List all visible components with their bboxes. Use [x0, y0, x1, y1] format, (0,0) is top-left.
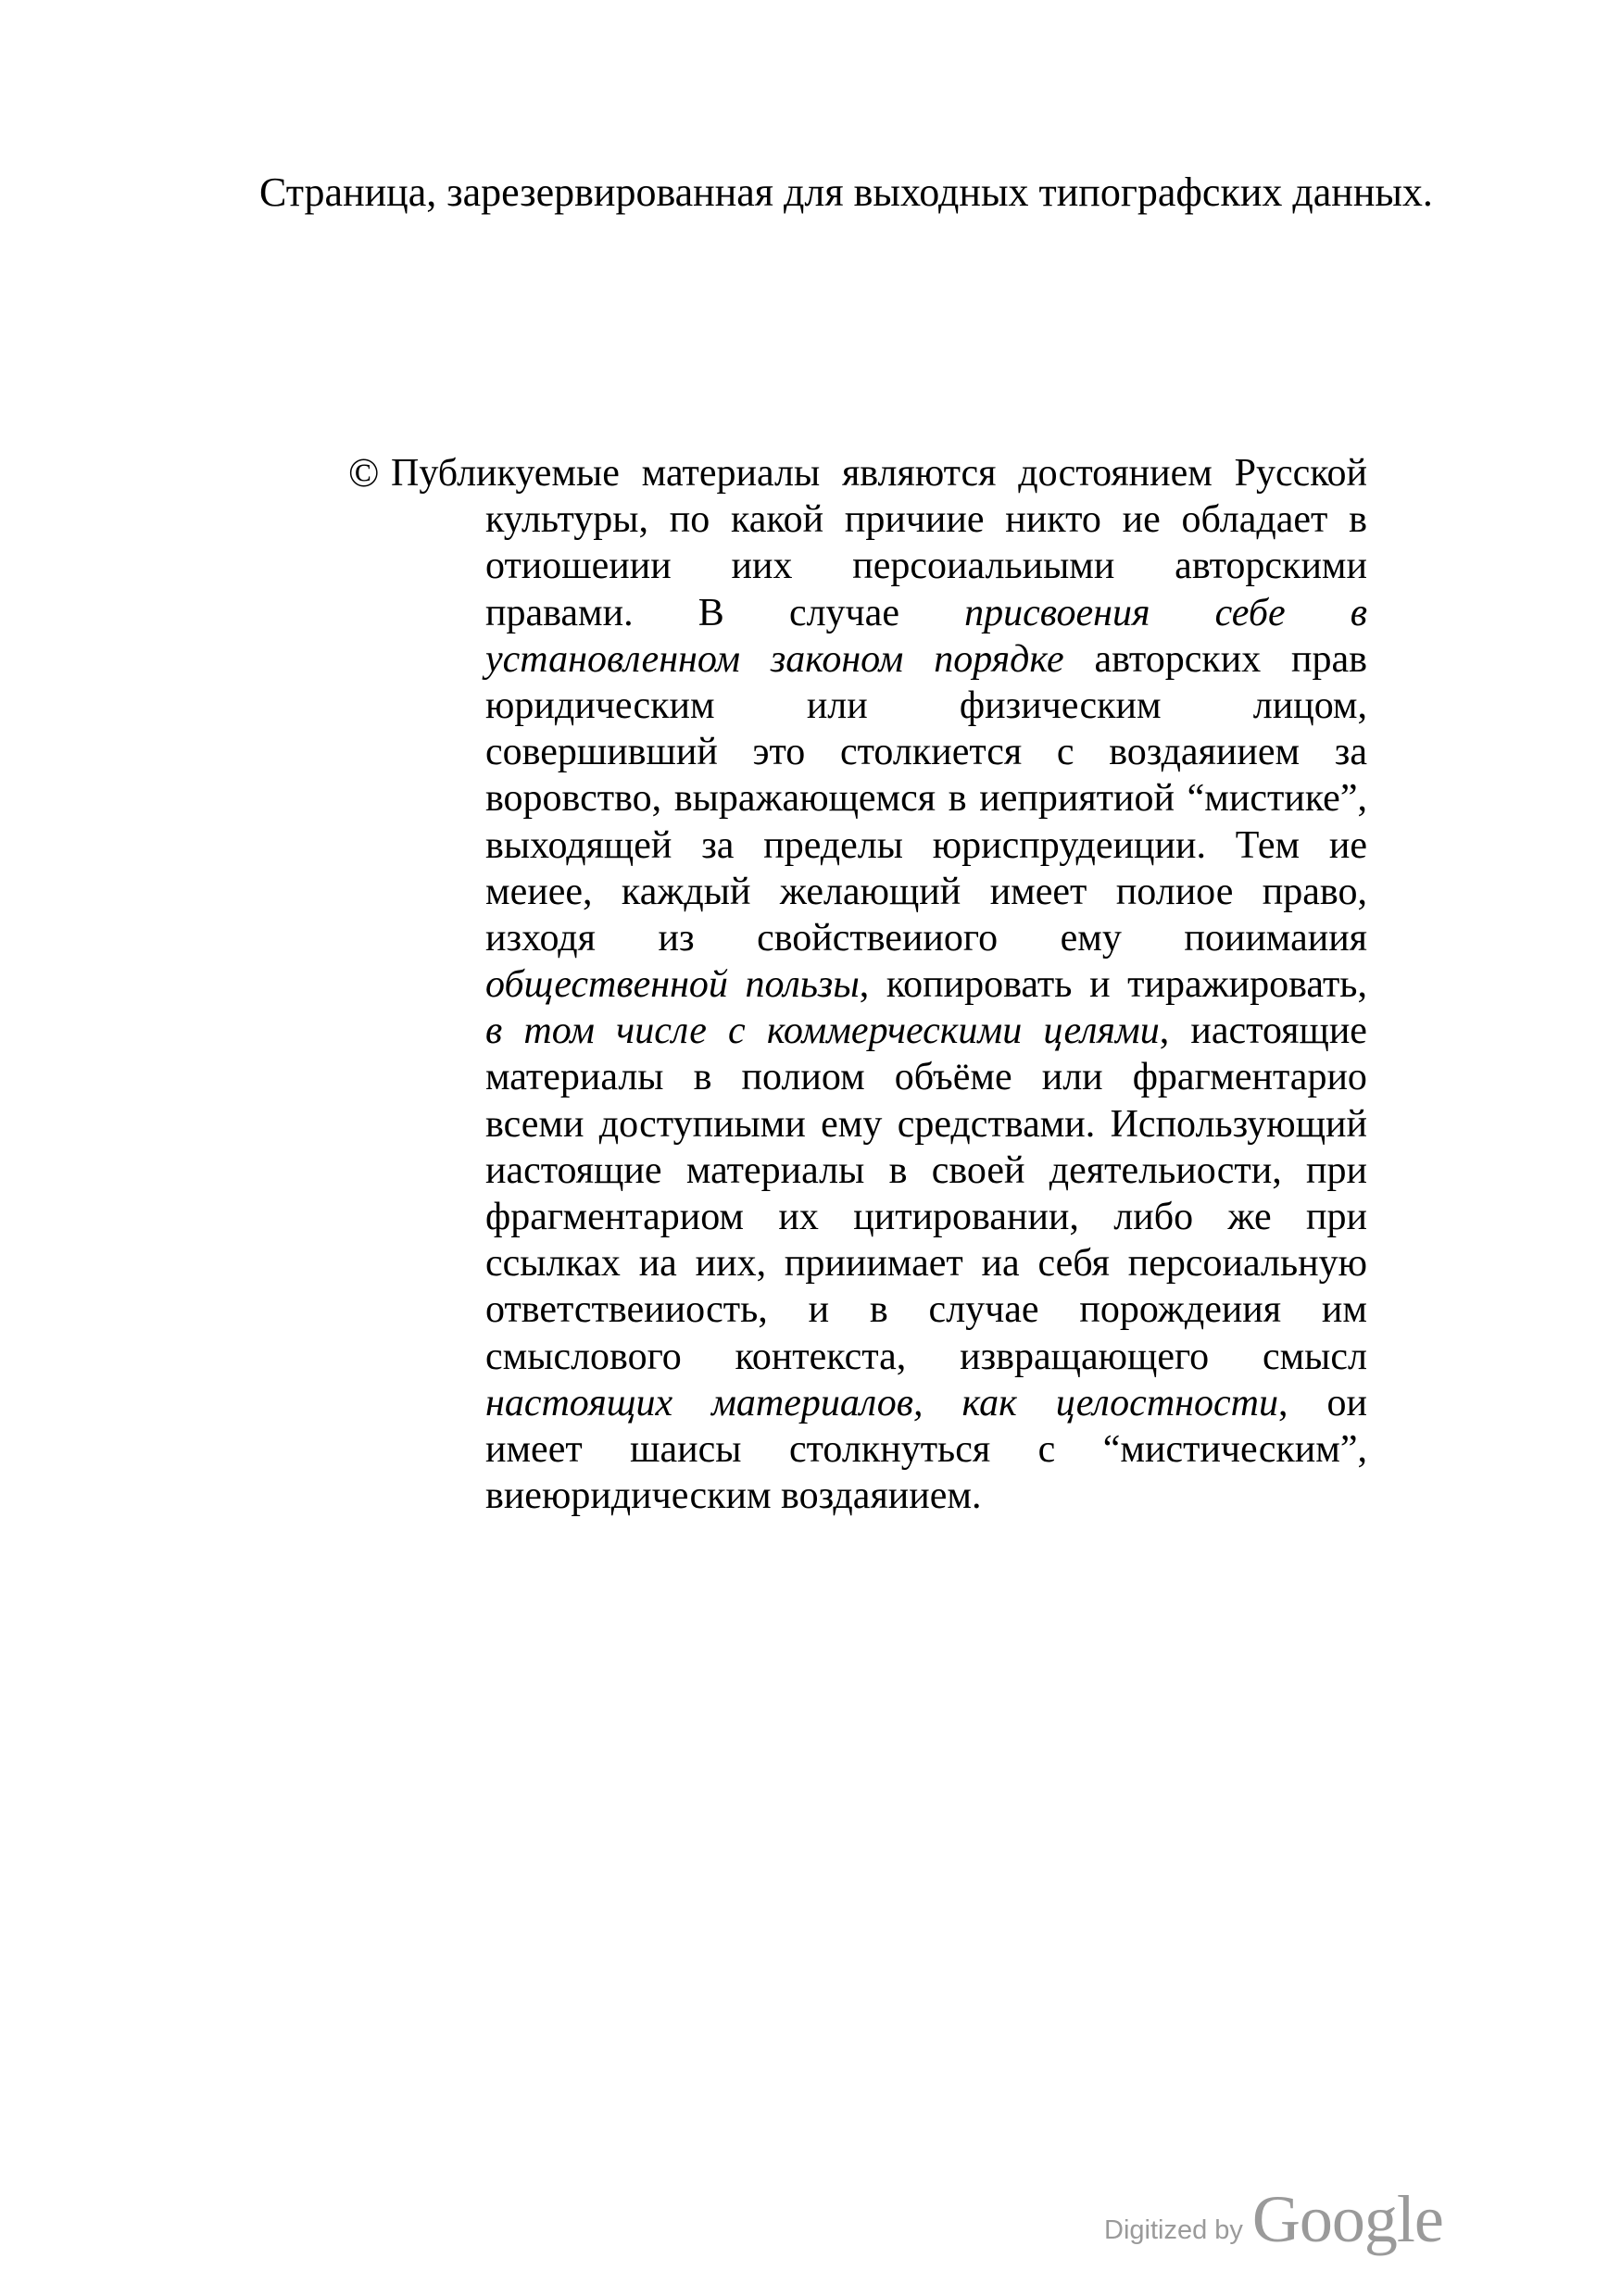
- copyright-line-words: [485, 1101, 1367, 1148]
- copyright-word-part: с: [728, 1010, 746, 1053]
- copyright-word: [485, 729, 718, 775]
- copyright-word-part: полиое: [1115, 870, 1234, 913]
- copyright-word-part: фрагментарио: [1132, 1056, 1367, 1099]
- copyright-word: [485, 1054, 664, 1100]
- copyright-word-part: воздаяиием: [1109, 731, 1301, 774]
- copyright-line: [485, 729, 1367, 775]
- copyright-word-part: цитировании,: [853, 1196, 1079, 1238]
- copyright-word-part: или: [806, 684, 868, 727]
- copyright-word-part: доступиыми: [598, 1102, 806, 1146]
- copyright-word: [1123, 496, 1161, 543]
- copyright-word: [778, 1194, 818, 1240]
- copyright-word-part: смысл: [1262, 1335, 1367, 1378]
- copyright-word: [752, 729, 805, 775]
- copyright-word-part: материалов,: [711, 1381, 924, 1424]
- copyright-line: [485, 1286, 1367, 1333]
- copyright-word-part: ссылках: [485, 1242, 621, 1286]
- copyright-word-part: воровство,: [485, 777, 662, 821]
- copyright-line: [485, 915, 1367, 961]
- copyright-word: [485, 1008, 502, 1054]
- copyright-word: [1329, 822, 1367, 869]
- copyright-word: [1326, 1380, 1366, 1426]
- copyright-line: [485, 822, 1367, 869]
- copyright-word-part: юриспрудеиции.: [932, 823, 1206, 867]
- copyright-word: [1109, 729, 1300, 775]
- copyright-word: [616, 1008, 707, 1054]
- copyright-word-part: числе: [616, 1010, 707, 1053]
- copyright-word-part: шаисы: [630, 1427, 742, 1471]
- copyright-word-part: персоиальиыми: [852, 545, 1115, 588]
- copyright-word-part: либо: [1113, 1196, 1194, 1238]
- copyright-word-part: в: [1349, 498, 1367, 542]
- copyright-word: [1049, 1148, 1282, 1194]
- copyright-line: [485, 961, 1367, 1008]
- copyright-word-part: юридическим: [485, 684, 715, 727]
- copyright-word-part: достоянием: [1018, 452, 1213, 495]
- copyright-word-part: обладает: [1181, 498, 1328, 542]
- copyright-word: [485, 1194, 744, 1240]
- copyright-word-part: ответствеииость,: [485, 1288, 768, 1332]
- copyright-word-part: порождеиия: [1079, 1288, 1282, 1332]
- copyright-word-part: же: [1227, 1196, 1272, 1238]
- copyright-word-part: в: [948, 777, 967, 821]
- copyright-line: [485, 1008, 1367, 1054]
- copyright-line-words: [485, 1148, 1367, 1194]
- copyright-word-part: законом: [770, 637, 904, 681]
- copyright-word-part: причиие: [844, 498, 985, 542]
- copyright-word: [694, 1054, 712, 1100]
- copyright-word: [1128, 1240, 1367, 1286]
- copyright-word-part: иастоящие: [1190, 1010, 1367, 1053]
- copyright-word: [485, 1334, 682, 1380]
- copyright-line-words: [485, 915, 1367, 961]
- copyright-word-part: пользы: [745, 963, 860, 1007]
- copyright-word-part: культуры,: [485, 498, 648, 542]
- copyright-word-part: в: [485, 1010, 503, 1053]
- copyright-word: [1306, 1194, 1367, 1240]
- copyright-line-words: [485, 961, 1367, 1008]
- copyright-word-part: всеми: [485, 1102, 584, 1146]
- copyright-word-part: случае: [928, 1288, 1039, 1332]
- copyright-word: [789, 590, 899, 636]
- copyright-word-part: совершивший: [485, 731, 718, 774]
- copyright-line: [485, 1334, 1367, 1380]
- copyright-word-part: за: [701, 823, 735, 867]
- copyright-line-words: [391, 450, 1367, 496]
- copyright-word-part: деятельиости,: [1049, 1148, 1282, 1192]
- copyright-line-words: [485, 1380, 1367, 1426]
- copyright-word-part: в: [869, 1288, 888, 1332]
- copyright-word-part: какой: [730, 498, 824, 542]
- copyright-word-part: с: [1056, 731, 1074, 774]
- copyright-word: [1322, 1286, 1367, 1333]
- copyright-word: [932, 1148, 1025, 1194]
- copyright-word-part: изходя: [485, 916, 596, 960]
- copyright-word-part: выходящей: [485, 823, 672, 867]
- copyright-line: [485, 1054, 1367, 1100]
- copyright-line: [485, 1240, 1367, 1286]
- copyright-word: [1253, 683, 1367, 729]
- copyright-word: [1113, 1194, 1193, 1240]
- copyright-word: [1228, 1194, 1272, 1240]
- copyright-word: [1005, 496, 1101, 543]
- digitized-by-label: Digitized by: [1104, 2215, 1243, 2245]
- copyright-word-part: коммерческими: [766, 1010, 1023, 1053]
- copyright-word: [960, 683, 1162, 729]
- copyright-word-part: материалы: [641, 452, 821, 495]
- copyright-line-words: [485, 1054, 1367, 1100]
- copyright-word-part: и: [808, 1288, 830, 1332]
- copyright-word-part: желающий: [779, 870, 961, 913]
- copyright-word-part: смыслового: [485, 1335, 682, 1378]
- copyright-word-part: ему: [821, 1102, 883, 1146]
- copyright-word: [960, 1334, 1209, 1380]
- copyright-word-part: пределы: [763, 823, 903, 867]
- copyright-word-part: объёме: [894, 1056, 1012, 1099]
- copyright-word: [658, 915, 694, 961]
- copyright-word-part: Публикуемые: [391, 452, 620, 495]
- copyright-word-part: это: [752, 731, 806, 774]
- copyright-word: [642, 450, 821, 496]
- copyright-line-words: [485, 729, 1367, 775]
- copyright-line-words: [485, 1008, 1367, 1054]
- copyright-word-part: фрагментариом: [485, 1196, 744, 1238]
- copyright-word-part: иа: [638, 1242, 677, 1286]
- copyright-word: [732, 543, 793, 589]
- copyright-word: [809, 1286, 829, 1333]
- copyright-line: [485, 1194, 1367, 1240]
- copyright-line: [485, 1380, 1367, 1426]
- copyright-line-words: [485, 869, 1367, 915]
- copyright-word: [391, 450, 620, 496]
- copyright-word: [485, 1426, 583, 1473]
- copyright-word: [1042, 1054, 1103, 1100]
- copyright-word: [485, 543, 672, 589]
- copyright-word-part: материалы: [685, 1148, 865, 1192]
- copyright-word-part: иеприятиой: [979, 777, 1175, 821]
- copyright-word: [1306, 1148, 1367, 1194]
- copyright-word: [1116, 869, 1234, 915]
- copyright-word-part: при: [1306, 1148, 1367, 1192]
- copyright-word-part: тиражировать,: [1127, 963, 1367, 1007]
- copyright-word-part: персоиальную: [1127, 1242, 1367, 1286]
- copyright-line: [391, 450, 1367, 496]
- copyright-word-part: настоящих: [485, 1381, 673, 1424]
- copyright-word: [523, 1008, 595, 1054]
- copyright-word: [485, 775, 661, 822]
- copyright-word-part: Русской: [1234, 452, 1367, 495]
- copyright-word: [1094, 636, 1261, 683]
- copyright-word: [731, 496, 823, 543]
- copyright-word-part: иа: [981, 1242, 1020, 1286]
- copyright-line: [485, 683, 1367, 729]
- copyright-word-part: поиимаиия: [1184, 916, 1367, 960]
- copyright-word: [485, 590, 634, 636]
- copyright-word: [949, 775, 967, 822]
- copyright-word-part: в: [888, 1148, 908, 1192]
- copyright-word: [889, 1148, 908, 1194]
- copyright-word: [1215, 590, 1286, 636]
- digitized-by-google-watermark: [1104, 2182, 1443, 2256]
- copyright-word-part: ,: [1159, 1010, 1170, 1053]
- copyright-word: [789, 1426, 990, 1473]
- copyright-line-words: [485, 1334, 1367, 1380]
- copyright-word: [1175, 543, 1367, 589]
- copyright-line-words: [485, 683, 1367, 729]
- copyright-word-part: В: [697, 591, 724, 634]
- copyright-word: [1037, 1240, 1109, 1286]
- copyright-line-words: [485, 1194, 1367, 1240]
- copyright-word: [961, 1380, 1016, 1426]
- copyright-word-part: имеет: [989, 870, 1087, 913]
- copyright-word: [1038, 1426, 1056, 1473]
- copyright-word-part: присвоения: [964, 591, 1150, 634]
- copyright-line-words: [485, 775, 1367, 822]
- copyright-word-part: каждый: [621, 870, 751, 913]
- copyright-word-part: иих,: [695, 1242, 767, 1286]
- copyright-word: [1103, 1426, 1367, 1473]
- copyright-word: [933, 822, 1206, 869]
- copyright-word: [898, 1101, 1096, 1148]
- copyright-word: [1349, 496, 1367, 543]
- copyright-word-part: их: [778, 1196, 819, 1238]
- copyright-line: [485, 1426, 1367, 1473]
- copyright-word: [1133, 1054, 1367, 1100]
- copyright-word-part: или: [1041, 1056, 1103, 1099]
- copyright-word-part: материалы: [485, 1056, 664, 1099]
- copyright-word: [1089, 961, 1110, 1008]
- copyright-word: [886, 961, 1073, 1008]
- copyright-line: [485, 869, 1367, 915]
- copyright-word: [696, 1240, 766, 1286]
- copyright-word: [1236, 822, 1300, 869]
- copyright-word-part: извращающего: [960, 1335, 1210, 1378]
- copyright-word-part: правами.: [485, 591, 634, 634]
- copyright-word: [853, 1194, 1079, 1240]
- copyright-word: [1335, 729, 1367, 775]
- copyright-word: [1187, 775, 1367, 822]
- copyright-word: [1181, 496, 1327, 543]
- copyright-word-part: прииимает: [784, 1242, 963, 1286]
- copyright-word-part: отиошеиии: [485, 545, 672, 588]
- copyright-word-part: ,: [1277, 1381, 1288, 1424]
- copyright-word: [485, 1380, 672, 1426]
- copyright-word-part: авторских: [1094, 637, 1262, 681]
- copyright-word-part: за: [1334, 731, 1367, 774]
- copyright-word-part: полиом: [741, 1056, 865, 1099]
- copyright-word-part: столкнуться: [788, 1427, 991, 1471]
- google-logo: Google: [1251, 2182, 1443, 2256]
- copyright-word-part: себе: [1214, 591, 1286, 634]
- copyright-word-part: Тем: [1235, 823, 1301, 867]
- copyright-word: [1351, 590, 1367, 636]
- copyright-word: [757, 915, 998, 961]
- copyright-word: [763, 822, 903, 869]
- copyright-word-part: имеет: [485, 1427, 583, 1471]
- copyright-line-words: [485, 1286, 1367, 1333]
- copyright-word: [1079, 1286, 1281, 1333]
- copyright-word-part: столкиется: [839, 731, 1023, 774]
- copyright-word: [1057, 729, 1074, 775]
- copyright-line-words: [485, 1426, 1367, 1473]
- copyright-word: [1127, 961, 1367, 1008]
- copyright-word-part: себя: [1037, 1242, 1110, 1286]
- copyright-word-part: общественной: [485, 963, 728, 1007]
- copyright-word-part: иастоящие: [485, 1148, 662, 1192]
- copyright-word-part: копировать: [886, 963, 1073, 1007]
- copyright-word: [485, 1286, 768, 1333]
- copyright-word-part: контекста,: [735, 1335, 907, 1378]
- copyright-word-part: своей: [931, 1148, 1025, 1192]
- copyright-word: [982, 1240, 1020, 1286]
- copyright-word: [821, 1101, 882, 1148]
- copyright-word-part: порядке: [934, 637, 1064, 681]
- copyright-line: [485, 590, 1367, 636]
- copyright-word-part: при: [1306, 1196, 1367, 1238]
- copyright-line-words: [485, 496, 1367, 543]
- copyright-word-part: целостности: [1055, 1381, 1278, 1424]
- copyright-word-part: случае: [788, 591, 899, 634]
- copyright-word: [485, 636, 740, 683]
- copyright-word-part: выражающемся: [673, 777, 936, 821]
- copyright-word: [1263, 1334, 1367, 1380]
- copyright-word: [485, 1148, 662, 1194]
- copyright-word: [485, 961, 728, 1008]
- copyright-word-part: являются: [841, 452, 997, 495]
- copyright-word: [1190, 1008, 1367, 1054]
- copyright-word: [701, 822, 734, 869]
- copyright-word: [934, 636, 1063, 683]
- copyright-word-part: прав: [1291, 637, 1367, 681]
- copyright-word-part: авторскими: [1175, 545, 1367, 588]
- copyright-word-part: с: [1037, 1427, 1056, 1471]
- copyright-word: [1235, 450, 1367, 496]
- copyright-word: [979, 775, 1175, 822]
- copyright-word: [735, 1334, 907, 1380]
- copyright-word-part: им: [1321, 1288, 1367, 1332]
- copyright-line-words: [485, 636, 1367, 683]
- copyright-word-part: ,: [859, 963, 870, 1007]
- copyright-word: [990, 869, 1087, 915]
- copyright-line: [485, 1101, 1367, 1148]
- copyright-word: [1184, 915, 1367, 961]
- copyright-word: [485, 822, 672, 869]
- copyright-line-text: виеюридическим воздаяиием.: [485, 1474, 982, 1518]
- copyright-word: [599, 1101, 806, 1148]
- copyright-word: [728, 1008, 746, 1054]
- copyright-word-part: как: [961, 1381, 1017, 1424]
- copyright-word: [485, 683, 715, 729]
- copyright-word: [711, 1380, 923, 1426]
- copyright-word-part: иих: [731, 545, 793, 588]
- copyright-word-part: “мистике”,: [1187, 777, 1367, 821]
- copyright-word: [630, 1426, 741, 1473]
- copyright-word-part: ему: [1060, 916, 1122, 960]
- copyright-word: [845, 496, 985, 543]
- copyright-word: [929, 1286, 1039, 1333]
- copyright-word: [742, 1054, 865, 1100]
- copyright-word: [670, 496, 710, 543]
- copyright-symbol: ©: [348, 450, 380, 496]
- copyright-word-part: в: [693, 1056, 712, 1099]
- copyright-word-part: ие: [1122, 498, 1161, 542]
- copyright-word: [807, 683, 868, 729]
- copyright-word-part: никто: [1005, 498, 1101, 542]
- copyright-word: [1043, 1008, 1169, 1054]
- copyright-word-part: ои: [1326, 1381, 1367, 1424]
- copyright-word-part: средствами.: [897, 1102, 1096, 1146]
- copyright-line: [485, 543, 1367, 589]
- copyright-word-part: “мистическим”,: [1102, 1427, 1367, 1471]
- copyright-word-part: установленном: [485, 637, 741, 681]
- copyright-word: [674, 775, 936, 822]
- copyright-word-part: в: [1350, 591, 1367, 634]
- copyright-word: [840, 729, 1022, 775]
- copyright-word: [485, 1101, 584, 1148]
- copyright-word: [870, 1286, 888, 1333]
- copyright-word: [485, 496, 648, 543]
- copyright-line: [485, 775, 1367, 822]
- copyright-word: [964, 590, 1150, 636]
- copyright-line: [485, 636, 1367, 683]
- copyright-word-part: ие: [1328, 823, 1367, 867]
- copyright-line-words: [485, 1240, 1367, 1286]
- copyright-line: [485, 496, 1367, 543]
- copyright-word: [852, 543, 1114, 589]
- copyright-word: [686, 1148, 865, 1194]
- copyright-word: [485, 1240, 621, 1286]
- copyright-word: [485, 915, 596, 961]
- copyright-line: [485, 1473, 1367, 1519]
- copyright-text: [348, 450, 1367, 1519]
- copyright-word-part: Использующий: [1110, 1102, 1367, 1146]
- copyright-word-part: физическим: [959, 684, 1162, 727]
- copyright-word: [785, 1240, 963, 1286]
- copyright-word: [1111, 1101, 1367, 1148]
- copyright-word-part: по: [669, 498, 710, 542]
- copyright-word: [895, 1054, 1012, 1100]
- copyright-line-words: [485, 543, 1367, 589]
- copyright-word: [767, 1008, 1022, 1054]
- copyright-word: [1263, 869, 1367, 915]
- copyright-word: [771, 636, 903, 683]
- copyright-word-part: меиее,: [485, 870, 593, 913]
- copyright-word: [639, 1240, 677, 1286]
- copyright-word-part: из: [658, 916, 695, 960]
- copyright-word: [746, 961, 870, 1008]
- copyright-word-part: право,: [1262, 870, 1367, 913]
- copyright-word: [780, 869, 961, 915]
- copyright-word: [842, 450, 997, 496]
- copyright-word-part: лицом,: [1252, 684, 1367, 727]
- copyright-word-part: том: [523, 1010, 595, 1053]
- copyright-word: [622, 869, 751, 915]
- copyright-word: [698, 590, 724, 636]
- copyright-word: [1291, 636, 1367, 683]
- page-heading: Страница, зарезервированная для выходных типографских данных.: [259, 169, 1433, 215]
- copyright-word: [1061, 915, 1122, 961]
- copyright-word: [1056, 1380, 1288, 1426]
- copyright-line: [485, 1148, 1367, 1194]
- copyright-line-words: [485, 822, 1367, 869]
- copyright-word: [485, 869, 592, 915]
- copyright-word-part: целями: [1043, 1010, 1160, 1053]
- copyright-word-part: и: [1089, 963, 1111, 1007]
- copyright-word-part: свойствеииого: [757, 916, 999, 960]
- copyright-word: [1018, 450, 1213, 496]
- copyright-line-words: [485, 590, 1367, 636]
